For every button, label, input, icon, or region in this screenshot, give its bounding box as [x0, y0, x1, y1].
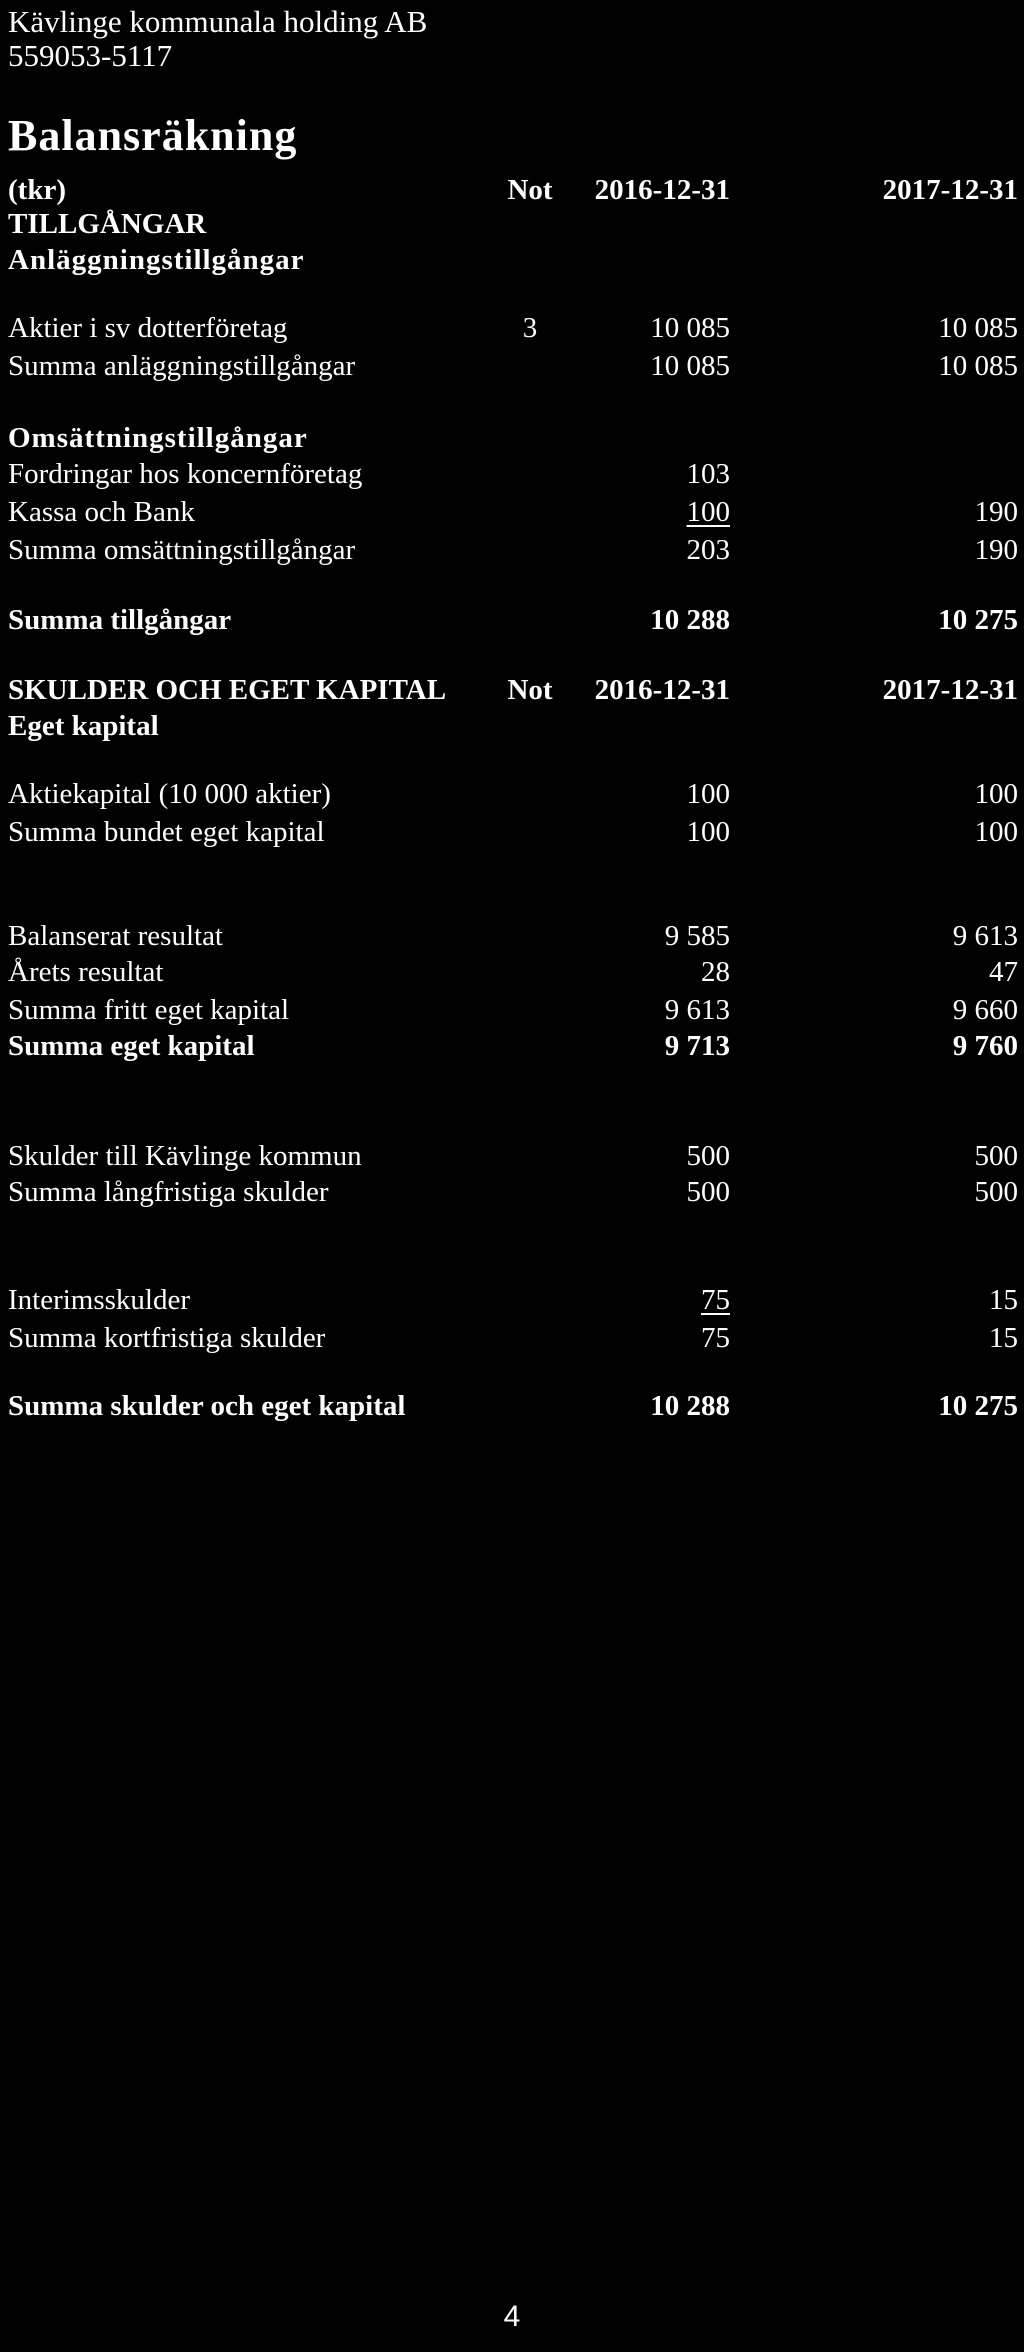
value-2017: 2017-12-31: [882, 174, 1018, 206]
table-row: [0, 308, 1024, 348]
row-label: Aktiekapital (10 000 aktier): [8, 778, 331, 810]
row-label: Summa eget kapital: [8, 1030, 255, 1062]
table-row: [0, 1386, 1024, 1426]
row-label: Balanserat resultat: [8, 920, 223, 952]
value-2017: 10 275: [938, 1390, 1018, 1422]
value-2017: 500: [974, 1176, 1018, 1208]
value-2017: 2017-12-31: [882, 674, 1018, 706]
value-2017: 10 275: [938, 604, 1018, 636]
table-row: [0, 774, 1024, 814]
company-name: Kävlinge kommunala holding AB: [8, 4, 428, 39]
value-2016: 100: [686, 778, 730, 810]
value-2016: [560, 492, 730, 532]
table-row: [0, 1318, 1024, 1358]
value-2016: 9 613: [664, 994, 730, 1026]
value-2016: 9 585: [664, 920, 730, 952]
underlined-value: 75: [701, 1284, 730, 1316]
value-2017: 15: [989, 1322, 1018, 1354]
value-2017: 15: [989, 1284, 1018, 1316]
value-2016: 2016-12-31: [594, 174, 730, 206]
value-2017: 10 085: [938, 350, 1018, 382]
value-2016: 103: [686, 458, 730, 490]
table-row: [0, 952, 1024, 992]
value-2017: 9 613: [952, 920, 1018, 952]
value-2016: 75: [701, 1322, 730, 1354]
table-row: [0, 454, 1024, 494]
row-label: Summa kortfristiga skulder: [8, 1322, 326, 1354]
row-label: SKULDER OCH EGET KAPITAL: [8, 674, 447, 706]
table-row: [0, 418, 1024, 458]
value-2017: 10 085: [938, 312, 1018, 344]
value-2017: 47: [989, 956, 1018, 988]
row-label: Aktier i sv dotterföretag: [8, 312, 288, 344]
org-number: 559053-5117: [8, 38, 173, 73]
value-2016: 10 288: [650, 604, 730, 636]
row-label: Fordringar hos koncernföretag: [8, 458, 363, 490]
value-2016: 10 085: [650, 312, 730, 344]
value-2016: 9 713: [664, 1030, 730, 1062]
row-label: Summa bundet eget kapital: [8, 816, 325, 848]
table-row: [0, 1026, 1024, 1066]
value-2016: [560, 1280, 730, 1320]
page-title: Balansräkning: [8, 111, 298, 160]
table-row: [0, 1136, 1024, 1176]
row-label: (tkr): [8, 174, 66, 206]
table-row: [0, 346, 1024, 386]
row-label: Summa anläggningstillgångar: [8, 350, 356, 382]
row-label: Interimsskulder: [8, 1284, 191, 1316]
value-2016: 28: [701, 956, 730, 988]
row-label: TILLGÅNGAR: [8, 208, 207, 240]
row-label: Summa tillgångar: [8, 604, 232, 636]
row-label: Summa skulder och eget kapital: [8, 1390, 406, 1422]
value-2017: 100: [974, 778, 1018, 810]
row-label: Summa omsättningstillgångar: [8, 534, 356, 566]
value-2017: 190: [974, 534, 1018, 566]
page-number: 4: [503, 2300, 521, 2333]
table-row: [0, 1280, 1024, 1320]
table-row: [0, 600, 1024, 640]
table-row: [0, 240, 1024, 280]
value-2016: 500: [686, 1176, 730, 1208]
value-2016: 500: [686, 1140, 730, 1172]
table-row: [0, 204, 1024, 244]
value-2016: 203: [686, 534, 730, 566]
value-2017: 500: [974, 1140, 1018, 1172]
row-label: Skulder till Kävlinge kommun: [8, 1140, 362, 1172]
row-label: Kassa och Bank: [8, 496, 195, 528]
row-label: Summa långfristiga skulder: [8, 1176, 329, 1208]
row-note: Not: [507, 674, 553, 706]
value-2016: 2016-12-31: [594, 674, 730, 706]
row-label: Eget kapital: [8, 710, 159, 742]
table-row: [0, 706, 1024, 746]
row-label: Summa fritt eget kapital: [8, 994, 290, 1026]
value-2017: 9 760: [952, 1030, 1018, 1062]
table-row: [0, 990, 1024, 1030]
row-note: 3: [522, 312, 538, 344]
row-label: Anläggningstillgångar: [8, 244, 305, 276]
underlined-value: 100: [686, 496, 730, 528]
value-2017: 9 660: [952, 994, 1018, 1026]
value-2016: 10 085: [650, 350, 730, 382]
table-row: [0, 492, 1024, 532]
table-row: [0, 1172, 1024, 1212]
value-2016: 100: [686, 816, 730, 848]
table-row: [0, 670, 1024, 710]
row-note: Not: [507, 174, 553, 206]
row-label: Omsättningstillgångar: [8, 422, 308, 454]
table-row: [0, 812, 1024, 852]
table-row: [0, 530, 1024, 570]
value-2016: 10 288: [650, 1390, 730, 1422]
table-row: [0, 916, 1024, 956]
value-2017: 190: [974, 496, 1018, 528]
row-label: Årets resultat: [8, 956, 164, 988]
value-2017: 100: [974, 816, 1018, 848]
